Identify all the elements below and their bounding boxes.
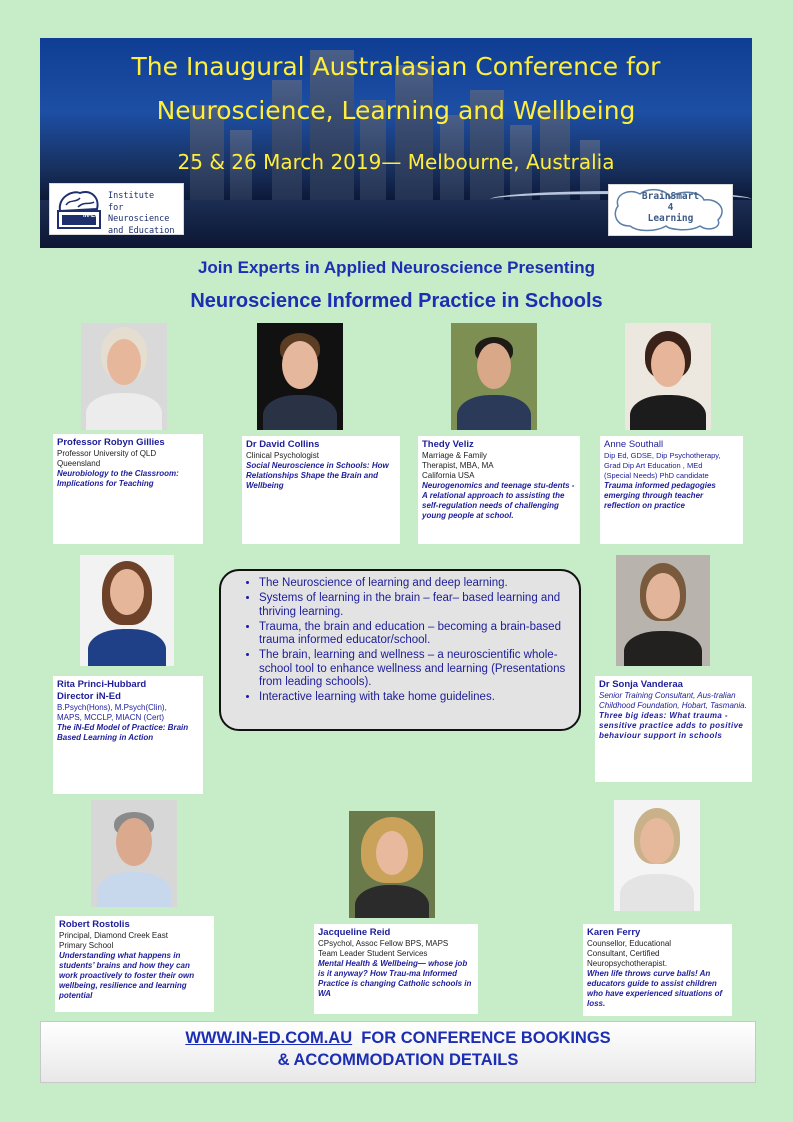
brainsmart-line3: Learning [647, 213, 694, 224]
banner-date: 25 & 26 March 2019— Melbourne, Australia [177, 150, 615, 174]
speaker-photo-jacqueline-reid [349, 811, 435, 918]
footer-booking-info [40, 1021, 756, 1083]
brainsmart-logo [608, 184, 733, 236]
speaker-photo-thedy-veliz [451, 323, 537, 430]
speaker-talk-title: The iN-Ed Model of Practice: Brain Based Learning in Action [57, 723, 189, 742]
topic-item: • Trauma, the brain and education – becoming a brain-based trauma informed educator/school. [259, 621, 569, 648]
speaker-role: California USA [422, 471, 475, 480]
speaker-card-thedy-veliz [418, 436, 580, 544]
speaker-photo-david-collins [257, 323, 343, 430]
main-heading: Neuroscience Informed Practice in Schools [190, 290, 603, 312]
speaker-name: Anne Southall [604, 439, 664, 450]
subheading: Join Experts in Applied Neuroscience Presenting [197, 258, 596, 277]
speaker-talk-title: Trauma informed pedagogies emerging through teacher reflection on practice [604, 481, 716, 510]
speaker-name: Professor Robyn Gillies [57, 437, 165, 448]
ined-logo-line3: and Education [108, 225, 175, 236]
speaker-role: Therapist, MBA, MA [422, 461, 494, 470]
speaker-name: Thedy Veliz [422, 439, 474, 450]
speaker-name: Dr David Collins [246, 439, 320, 450]
speaker-card-jacqueline-reid [314, 924, 478, 1014]
topic-item: • Interactive learning with take home guidelines. [259, 691, 569, 705]
speaker-role: Principal, Diamond Creek East [59, 931, 168, 940]
banner-title-line2: Neuroscience, Learning and Wellbeing [156, 96, 636, 125]
speaker-photo-karen-ferry [614, 800, 700, 911]
speaker-name: Rita Princi-Hubbard [57, 679, 147, 690]
speaker-talk-title: Social Neuroscience in Schools: How Relationships Shape the Brain and Wellbeing [246, 461, 389, 490]
topics-box [219, 569, 581, 731]
footer-line1: FOR CONFERENCE BOOKINGS [352, 1029, 611, 1047]
conference-banner [40, 38, 752, 248]
speaker-card-robert-rostolis [55, 916, 214, 1012]
speaker-role: Counsellor, Educational [587, 939, 672, 948]
footer-line2: & ACCOMMODATION DETAILS [277, 1051, 519, 1069]
speaker-talk-title: Mental Health & Wellbeing— whose job is it anyway? How Trau-ma Informed Practice is changing Catholic schools in WA [318, 959, 472, 998]
topic-item: • The Neuroscience of learning and deep learning. [259, 577, 569, 591]
speaker-photo-rita-princi-hubbard [80, 555, 174, 666]
speaker-name: Robert Rostolis [59, 919, 130, 930]
topic-item: • Systems of learning in the brain – fear– based learning and thriving learning. [259, 592, 569, 619]
speaker-talk-title: Neurogenomics and teenage stu-dents - A relational approach to assisting the self-regulation needs of challenging young people at school. [422, 481, 575, 520]
speaker-card-robyn-gillies [53, 434, 203, 544]
speaker-talk-title: Understanding what happens in students’ brains and how they can work proactively to foster their own wellbeing, resilience and learning potential [59, 951, 195, 1000]
speaker-role: Consultant, Certified [587, 949, 660, 958]
speaker-role: Clinical Psychologist [246, 451, 319, 460]
speaker-role: Team Leader Student Services [318, 949, 428, 958]
ined-logo [49, 183, 184, 235]
speaker-role: Dip Ed, GDSE, Dip Psychotherapy, [604, 451, 721, 460]
speaker-role: CPsychol, Assoc Fellow BPS, MAPS [318, 939, 449, 948]
speaker-role: Neuropsychotherapist. [587, 959, 668, 968]
speaker-card-karen-ferry [583, 924, 732, 1016]
speaker-role: Senior Training Consultant, Aus-tralian Childhood Foundation, Hobart, Tasmania. [599, 691, 747, 710]
brainsmart-line2: 4 [667, 202, 674, 213]
speaker-name: Karen Ferry [587, 927, 641, 938]
skyline-building [395, 65, 433, 200]
speaker-card-anne-southall [600, 436, 743, 544]
brain-icon [54, 187, 104, 231]
speaker-photo-sonja-vanderaa [616, 555, 710, 666]
speaker-role: (Special Needs) PhD candidate [604, 471, 709, 480]
ined-mark: IN-Ed [83, 213, 99, 219]
ined-logo-line2: for Neuroscience [108, 202, 170, 224]
speaker-photo-robyn-gillies [81, 323, 167, 430]
speaker-role: Professor University of QLD [57, 449, 157, 458]
speaker-name: Jacqueline Reid [318, 927, 391, 938]
topic-item: • The brain, learning and wellness – a neuroscientific whole-school tool to enhance wellness and learning (Presentations from leading schools). [259, 649, 569, 690]
speaker-role: B.Psych(Hons), M.Psych(Clin), [57, 703, 167, 712]
ined-logo-line1: Institute [108, 191, 155, 201]
speaker-talk-title: When life throws curve balls! An educators guide to assist children who have experienced situations of loss. [587, 969, 723, 1008]
speaker-name: Dr Sonja Vanderaa [599, 679, 683, 690]
speaker-photo-robert-rostolis [91, 800, 177, 907]
speaker-card-sonja-vanderaa [595, 676, 752, 782]
speaker-photo-anne-southall [625, 323, 711, 430]
speaker-role: MAPS, MCCLP, MIACN (Cert) [57, 713, 164, 722]
speaker-card-rita-princi-hubbard [53, 676, 203, 794]
website-link[interactable]: WWW.IN-ED.COM.AU [185, 1029, 353, 1047]
speaker-role: Queensland [57, 459, 101, 468]
speaker-role: Primary School [59, 941, 114, 950]
banner-title-line1: The Inaugural Australasian Conference for [131, 52, 661, 81]
speaker-role: Grad Dip Art Education , MEd [604, 461, 703, 470]
speaker-position: Director iN-Ed [57, 691, 121, 702]
speaker-role: Marriage & Family [422, 451, 487, 460]
brainsmart-line1: BrainSmart [641, 191, 700, 202]
speaker-talk-title: Neurobiology to the Classroom: Implications for Teaching [57, 469, 179, 488]
speaker-card-david-collins [242, 436, 400, 544]
topics-list [239, 577, 569, 705]
speaker-talk-title: Three big ideas: What trauma -sensitive practice adds to positive behaviour support in schools [599, 711, 744, 740]
